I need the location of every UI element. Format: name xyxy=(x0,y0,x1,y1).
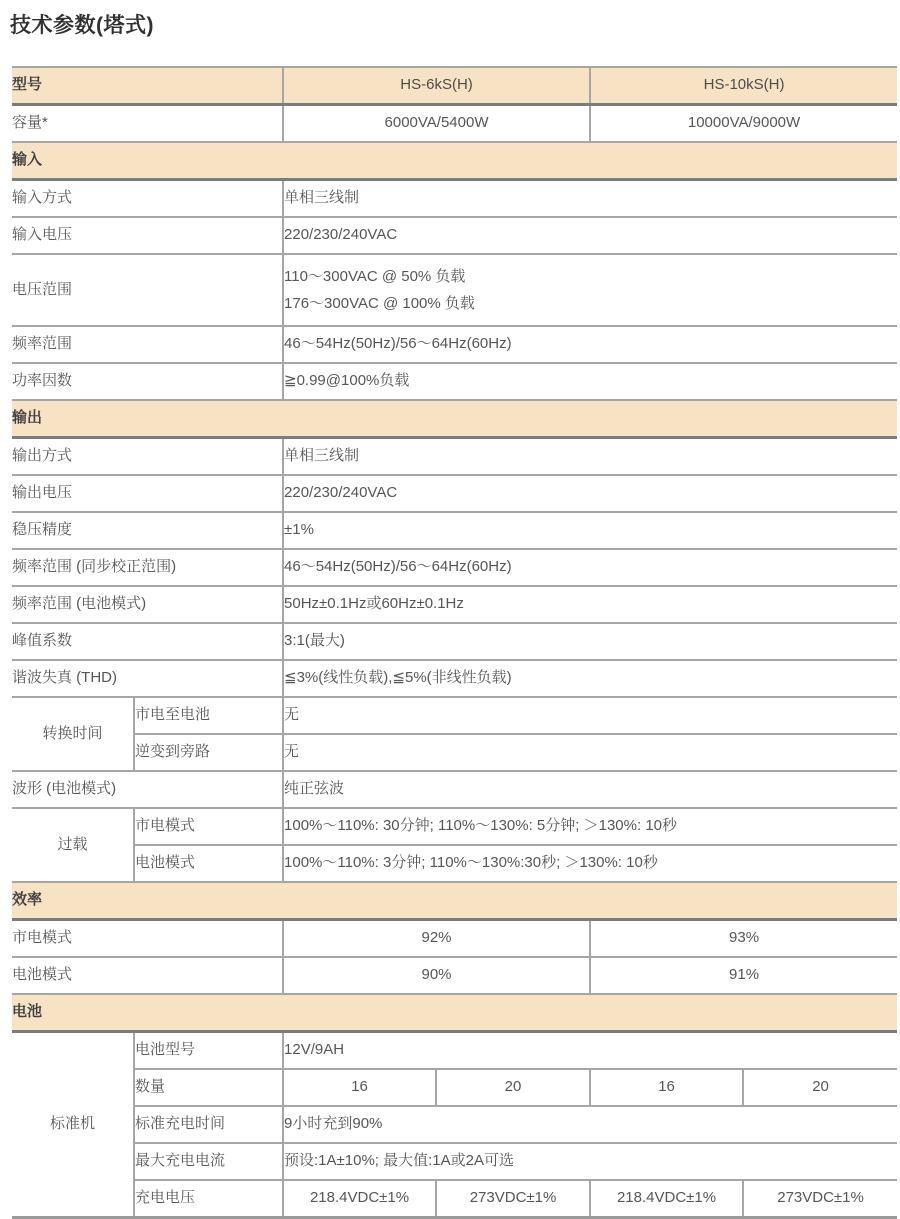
row-label: 输出方式 xyxy=(12,438,283,476)
row-value: 无 xyxy=(283,734,897,771)
row-sub-label: 充电电压 xyxy=(134,1180,283,1218)
row-freq-range-battery xyxy=(12,586,897,623)
row-label: 频率范围 (电池模式) xyxy=(12,586,283,623)
row-battery-quantity xyxy=(12,1069,897,1106)
row-value: 100%～110%: 30分钟; 110%～130%: 5分钟; ＞130%: 10秒 xyxy=(283,808,897,845)
section-header-efficiency-label: 效率 xyxy=(12,882,897,920)
row-value: 单相三线制 xyxy=(283,438,897,476)
model-header-label: 型号 xyxy=(12,67,283,105)
row-sub-label: 标准充电时间 xyxy=(134,1106,283,1143)
row-label: 输出电压 xyxy=(12,475,283,512)
battery-qty-1: 16 xyxy=(283,1069,436,1106)
section-header-battery xyxy=(12,994,897,1032)
row-transfer-inverter-to-bypass xyxy=(12,734,897,771)
model-name-1: HS-6kS(H) xyxy=(283,67,590,105)
row-label: 波形 (电池模式) xyxy=(12,771,283,808)
row-label: 稳压精度 xyxy=(12,512,283,549)
row-sub-label: 电池型号 xyxy=(134,1032,283,1070)
row-sub-label: 市电模式 xyxy=(134,808,283,845)
efficiency-ac-value-1: 92% xyxy=(283,920,590,958)
row-battery-type xyxy=(12,1032,897,1070)
efficiency-battery-value-2: 91% xyxy=(590,957,897,994)
battery-qty-2: 20 xyxy=(436,1069,590,1106)
battery-qty-4: 20 xyxy=(743,1069,897,1106)
battery-qty-3: 16 xyxy=(590,1069,743,1106)
row-voltage-range xyxy=(12,254,897,326)
voltage-range-line-2: 176～300VAC @ 100% 负载 xyxy=(284,295,475,312)
row-value: 单相三线制 xyxy=(283,180,897,218)
section-header-input xyxy=(12,142,897,180)
row-value: 100%～110%: 3分钟; 110%～130%:30秒; ＞130%: 10秒 xyxy=(283,845,897,882)
row-freq-range-sync xyxy=(12,549,897,586)
row-output-method xyxy=(12,438,897,476)
row-label: 峰值系数 xyxy=(12,623,283,660)
section-header-output-label: 输出 xyxy=(12,400,897,438)
section-header-output xyxy=(12,400,897,438)
section-header-input-label: 输入 xyxy=(12,142,897,180)
row-waveform xyxy=(12,771,897,808)
row-output-voltage xyxy=(12,475,897,512)
row-value xyxy=(283,254,897,326)
charge-voltage-4: 273VDC±1% xyxy=(743,1180,897,1218)
row-power-factor xyxy=(12,363,897,400)
row-sub-label: 市电至电池 xyxy=(134,697,283,734)
voltage-range-line-1: 110～300VAC @ 50% 负载 xyxy=(284,268,466,285)
standard-unit-group-label: 标准机 xyxy=(12,1032,134,1218)
row-label: 频率范围 xyxy=(12,326,283,363)
row-efficiency-battery-mode xyxy=(12,957,897,994)
row-value: 12V/9AH xyxy=(283,1032,897,1070)
charge-voltage-2: 273VDC±1% xyxy=(436,1180,590,1218)
row-value: 46～54Hz(50Hz)/56～64Hz(60Hz) xyxy=(283,326,897,363)
capacity-value-2: 10000VA/9000W xyxy=(590,105,897,143)
row-value: 220/230/240VAC xyxy=(283,475,897,512)
row-value: ≦3%(线性负载),≦5%(非线性负载) xyxy=(283,660,897,697)
row-value: 无 xyxy=(283,697,897,734)
row-value: 9小时充到90% xyxy=(283,1106,897,1143)
capacity-value-1: 6000VA/5400W xyxy=(283,105,590,143)
charge-voltage-1: 218.4VDC±1% xyxy=(283,1180,436,1218)
row-transfer-ac-to-battery xyxy=(12,697,897,734)
efficiency-battery-value-1: 90% xyxy=(283,957,590,994)
transfer-time-group-label: 转换时间 xyxy=(12,697,134,771)
row-input-freq-range xyxy=(12,326,897,363)
row-label: 输入方式 xyxy=(12,180,283,218)
row-input-method xyxy=(12,180,897,218)
row-thd xyxy=(12,660,897,697)
row-label: 电池模式 xyxy=(12,957,283,994)
row-label: 输入电压 xyxy=(12,217,283,254)
row-charge-time xyxy=(12,1106,897,1143)
row-model-header xyxy=(12,67,897,105)
efficiency-ac-value-2: 93% xyxy=(590,920,897,958)
row-label: 谐波失真 (THD) xyxy=(12,660,283,697)
capacity-label: 容量* xyxy=(12,105,283,143)
row-value: 46～54Hz(50Hz)/56～64Hz(60Hz) xyxy=(283,549,897,586)
row-value: ≧0.99@100%负载 xyxy=(283,363,897,400)
row-value: 3:1(最大) xyxy=(283,623,897,660)
row-input-voltage xyxy=(12,217,897,254)
page-title: 技术参数(塔式) xyxy=(10,14,154,37)
row-value: 50Hz±0.1Hz或60Hz±0.1Hz xyxy=(283,586,897,623)
overload-group-label: 过载 xyxy=(12,808,134,882)
row-max-charge-current xyxy=(12,1143,897,1180)
charge-voltage-3: 218.4VDC±1% xyxy=(590,1180,743,1218)
row-sub-label: 最大充电电流 xyxy=(134,1143,283,1180)
row-label: 功率因数 xyxy=(12,363,283,400)
section-header-efficiency xyxy=(12,882,897,920)
row-sub-label: 逆变到旁路 xyxy=(134,734,283,771)
row-value: ±1% xyxy=(283,512,897,549)
model-name-2: HS-10kS(H) xyxy=(590,67,897,105)
row-voltage-regulation xyxy=(12,512,897,549)
row-charge-voltage xyxy=(12,1180,897,1218)
row-sub-label: 电池模式 xyxy=(134,845,283,882)
row-overload-battery-mode xyxy=(12,845,897,882)
row-label: 市电模式 xyxy=(12,920,283,958)
section-header-battery-label: 电池 xyxy=(12,994,897,1032)
row-sub-label: 数量 xyxy=(134,1069,283,1106)
row-capacity xyxy=(12,105,897,143)
row-crest-factor xyxy=(12,623,897,660)
spec-table xyxy=(12,66,897,1219)
row-overload-ac-mode xyxy=(12,808,897,845)
row-value: 220/230/240VAC xyxy=(283,217,897,254)
row-label: 电压范围 xyxy=(12,254,283,326)
row-value: 纯正弦波 xyxy=(283,771,897,808)
row-value: 预设:1A±10%; 最大值:1A或2A可选 xyxy=(283,1143,897,1180)
row-label: 频率范围 (同步校正范围) xyxy=(12,549,283,586)
row-efficiency-ac-mode xyxy=(12,920,897,958)
